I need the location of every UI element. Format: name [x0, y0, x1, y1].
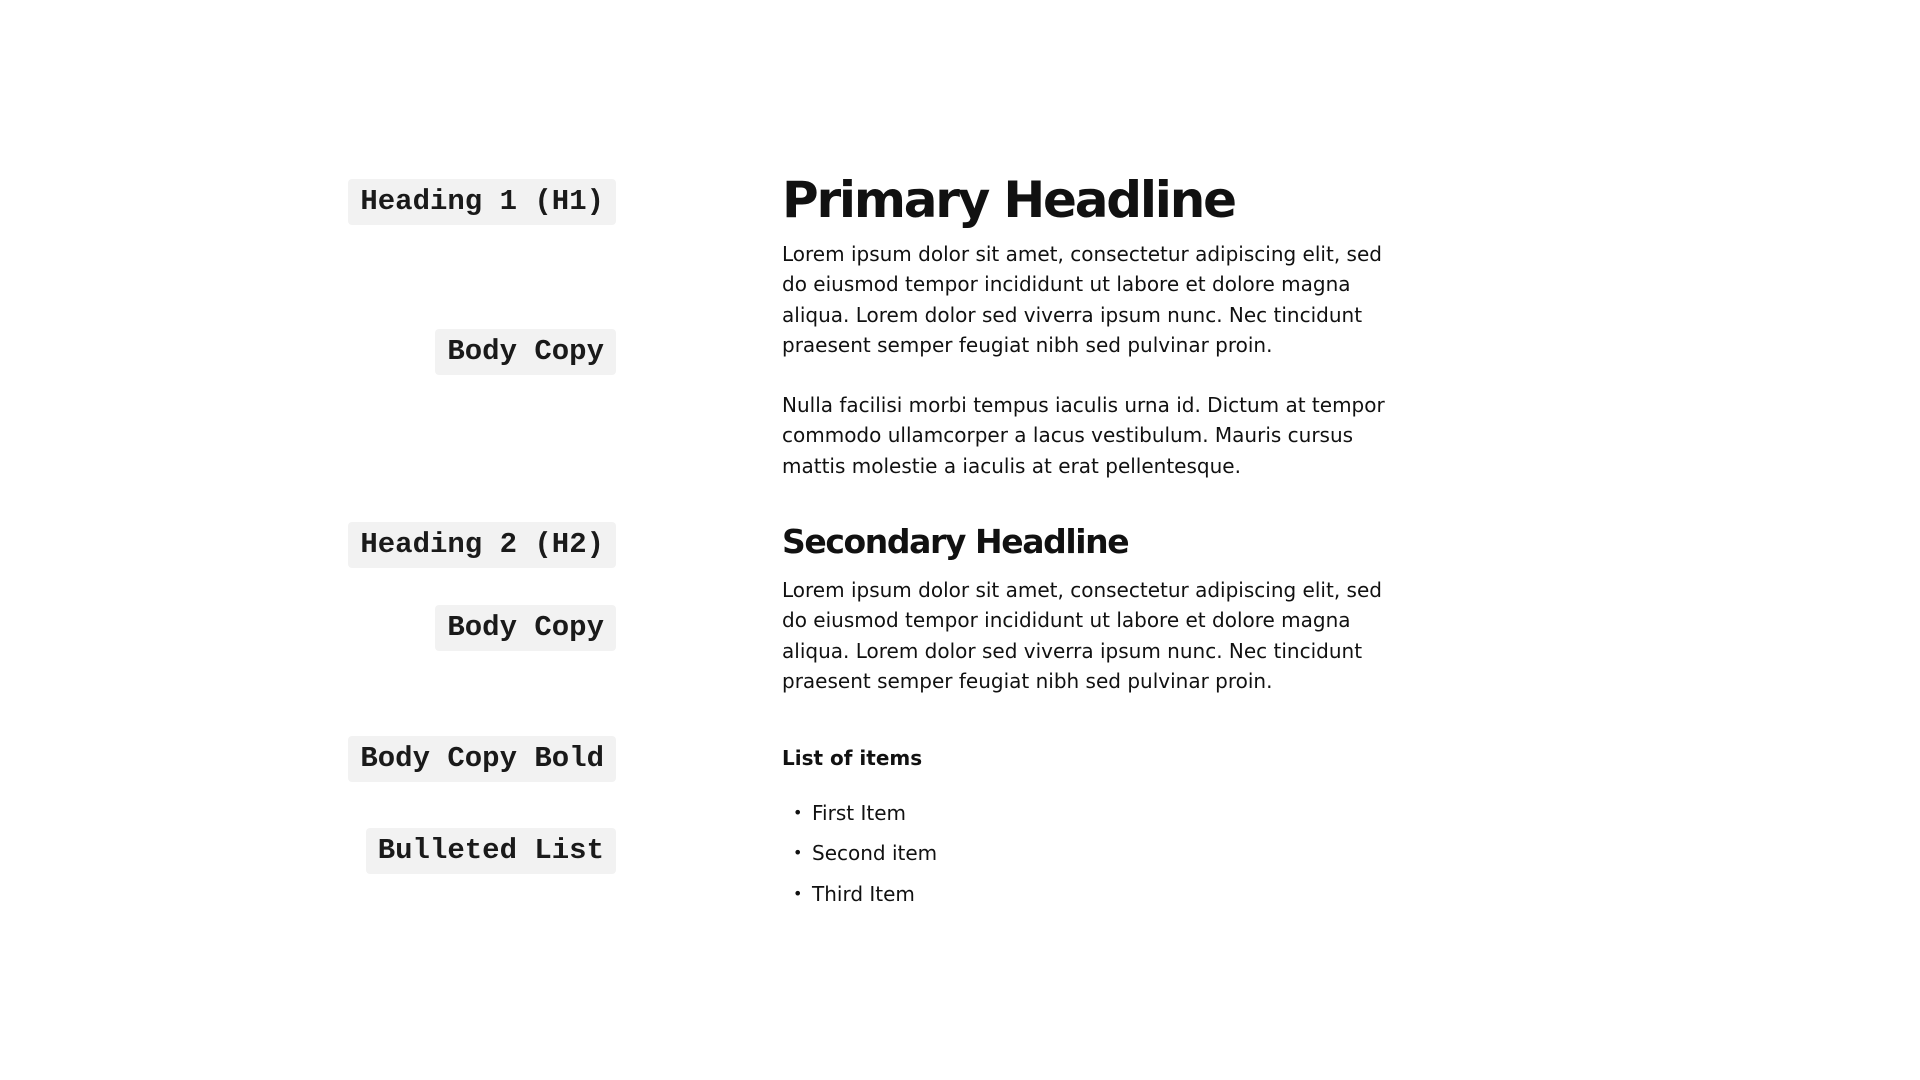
secondary-headline: Secondary Headline: [782, 522, 1129, 561]
label-body-copy-bold: Body Copy Bold: [348, 736, 616, 782]
bullet-icon: •: [793, 803, 803, 822]
primary-headline: Primary Headline: [782, 171, 1235, 229]
bullet-icon: •: [793, 883, 803, 903]
list-item-label: Third Item: [812, 881, 915, 906]
body-paragraph: Lorem ipsum dolor sit amet, consectetur adipiscing elit, sed do eiusmod tempor incididunt ut labore et dolore magna aliqua. Lorem dolor sed viverra ipsum nunc. Nec tincidunt praesent semper feugiat nibh sed pulvinar proin.: [782, 578, 1382, 694]
list-item-label: First Item: [812, 801, 906, 825]
body-paragraph: Nulla facilisi morbi tempus iaculis urna id. Dictum at tempor commodo ullamcorper a lacus vestibulum. Mauris cursus mattis molestie a iaculis at erat pellentesque.: [782, 393, 1385, 478]
list-item: [782, 793, 937, 833]
label-heading-2: Heading 2 (H2): [348, 522, 616, 568]
list-item-label: Second item: [812, 841, 938, 866]
label-body-copy: Body Copy: [435, 605, 616, 651]
list-item: [782, 874, 937, 914]
list-item: [782, 833, 937, 873]
label-body-copy: Body Copy: [435, 329, 616, 375]
body-paragraph: Lorem ipsum dolor sit amet, consectetur adipiscing elit, sed do eiusmod tempor incididunt ut labore et dolore magna aliqua. Lorem dolor sed viverra ipsum nunc. Nec tincidunt praesent semper feugiat nibh sed pulvinar proin.: [782, 242, 1382, 358]
list-title: List of items: [782, 746, 923, 770]
bullet-icon: •: [793, 843, 803, 863]
bulleted-list: [782, 793, 937, 914]
label-bulleted-list: Bulleted List: [366, 828, 616, 874]
label-heading-1: Heading 1 (H1): [348, 179, 616, 225]
